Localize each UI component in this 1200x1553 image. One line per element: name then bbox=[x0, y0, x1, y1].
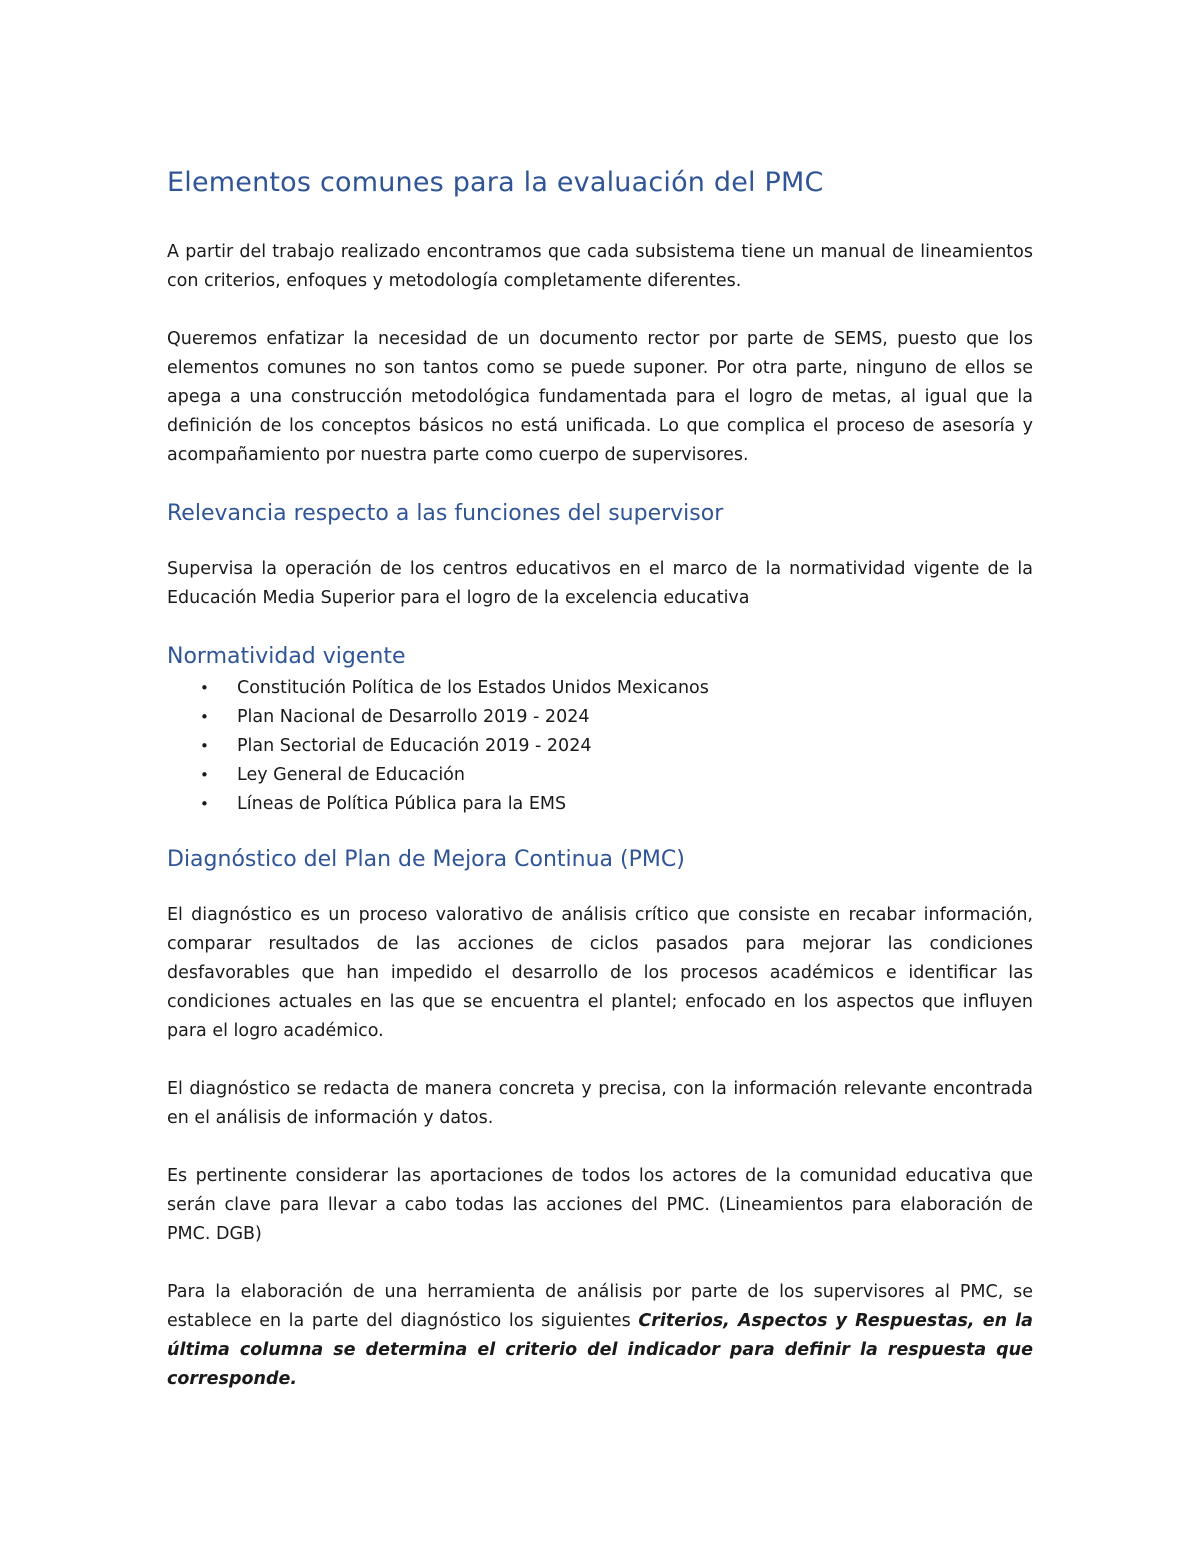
list-item-text: Plan Nacional de Desarrollo 2019 - 2024 bbox=[237, 707, 590, 727]
list-item bbox=[167, 674, 1033, 703]
intro-paragraph-2: Queremos enfatizar la necesidad de un documento rector por parte de SEMS, puesto que los elementos comunes no son tantos como se puede suponer. Por otra parte, ninguno de ellos se apega a una construcción metodológica fundamentada para el logro de metas, al igual que la definición de los conceptos básicos no está unificada. Lo que complica el proceso de asesoría y acompañamiento por nuestra parte como cuerpo de supervisores. bbox=[167, 329, 1033, 465]
list-item bbox=[167, 790, 1033, 819]
diagnosis-heading: Diagnóstico del Plan de Mejora Continua (PMC) bbox=[167, 847, 685, 872]
list-item bbox=[167, 732, 1033, 761]
list-item-text: Plan Sectorial de Educación 2019 - 2024 bbox=[237, 736, 592, 756]
diagnosis-paragraph-3: Es pertinente considerar las aportaciones de todos los actores de la comunidad educativa que serán clave para llevar a cabo todas las acciones del PMC. (Lineamientos para elaboración de PMC. DGB) bbox=[167, 1166, 1033, 1244]
diagnosis-paragraph-1: El diagnóstico es un proceso valorativo de análisis crítico que consiste en recabar información, comparar resultados de las acciones de ciclos pasados para mejorar las condiciones desfavorables que han impedido el desarrollo de los procesos académicos e identificar las condiciones actuales en las que se encuentra el plantel; enfocado en los aspectos que influyen para el logro académico. bbox=[167, 905, 1033, 1041]
bullet-icon: • bbox=[200, 679, 209, 697]
list-item bbox=[167, 761, 1033, 790]
norms-list bbox=[167, 674, 1033, 819]
list-item-text: Constitución Política de los Estados Unidos Mexicanos bbox=[237, 678, 709, 698]
document-body bbox=[167, 164, 1033, 1394]
list-item-text: Ley General de Educación bbox=[237, 765, 465, 785]
bullet-icon: • bbox=[200, 737, 209, 755]
list-item bbox=[167, 703, 1033, 732]
intro-paragraph-1: A partir del trabajo realizado encontramos que cada subsistema tiene un manual de lineamientos con criterios, enfoques y metodología completamente diferentes. bbox=[167, 242, 1033, 291]
diagnosis-paragraph-2: El diagnóstico se redacta de manera concreta y precisa, con la información relevante encontrada en el análisis de información y datos. bbox=[167, 1079, 1033, 1128]
diagnosis-paragraph-4-text: Para la elaboración de una herramienta de análisis por parte de los supervisores al PMC, se establece en la parte del diagnóstico los siguientes bbox=[167, 1282, 1033, 1331]
relevance-paragraph: Supervisa la operación de los centros educativos en el marco de la normatividad vigente de la Educación Media Superior para el logro de la excelencia educativa bbox=[167, 559, 1033, 608]
bullet-icon: • bbox=[200, 766, 209, 784]
relevance-heading: Relevancia respecto a las funciones del supervisor bbox=[167, 501, 724, 526]
list-item-text: Líneas de Política Pública para la EMS bbox=[237, 794, 567, 814]
diagnosis-paragraph-4 bbox=[167, 1278, 1033, 1394]
bullet-icon: • bbox=[200, 795, 209, 813]
norms-heading: Normatividad vigente bbox=[167, 644, 406, 669]
diagnosis-paragraph-4-emphasis: Criterios, Aspectos y Respuestas, en la última columna se determina el criterio del indicador para definir la respuesta que corresponde. bbox=[167, 1311, 1033, 1389]
document-title: Elementos comunes para la evaluación del PMC bbox=[167, 167, 824, 198]
bullet-icon: • bbox=[200, 708, 209, 726]
